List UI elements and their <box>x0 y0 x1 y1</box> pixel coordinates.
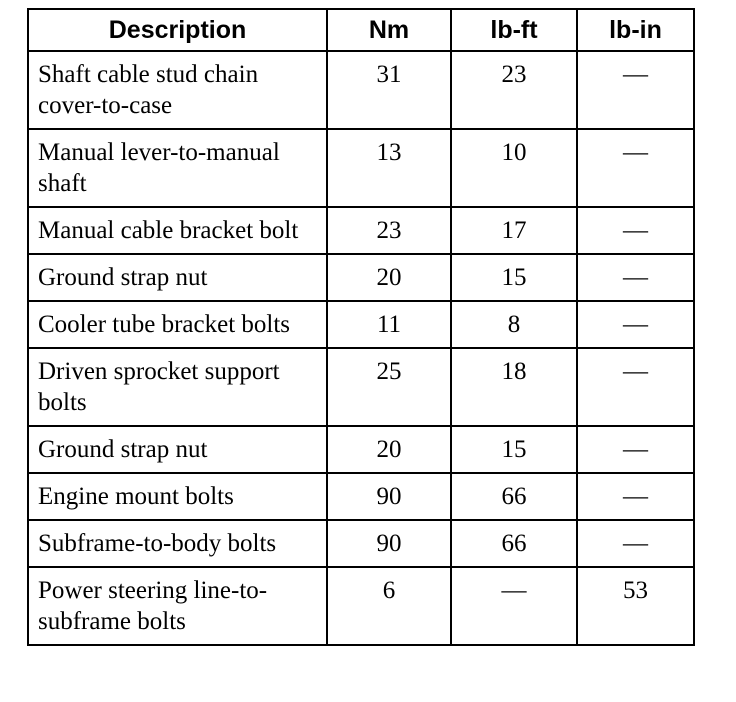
cell-lbin: — <box>577 301 694 348</box>
cell-lbft: 15 <box>451 254 577 301</box>
cell-description: Driven sprocket support bolts <box>28 348 327 426</box>
cell-lbft: 8 <box>451 301 577 348</box>
cell-nm: 25 <box>327 348 451 426</box>
header-nm: Nm <box>327 9 451 51</box>
cell-lbft: 18 <box>451 348 577 426</box>
table-row <box>28 51 694 129</box>
cell-lbin: — <box>577 473 694 520</box>
cell-lbin: — <box>577 51 694 129</box>
cell-description: Engine mount bolts <box>28 473 327 520</box>
cell-lbft: 23 <box>451 51 577 129</box>
cell-lbin: — <box>577 426 694 473</box>
cell-nm: 20 <box>327 254 451 301</box>
cell-lbin: — <box>577 129 694 207</box>
table-row <box>28 301 694 348</box>
cell-description: Ground strap nut <box>28 426 327 473</box>
cell-nm: 6 <box>327 567 451 645</box>
table-row <box>28 520 694 567</box>
header-lbin: lb-in <box>577 9 694 51</box>
header-description: Description <box>28 9 327 51</box>
cell-description: Shaft cable stud chain cover-to-case <box>28 51 327 129</box>
cell-description: Manual cable bracket bolt <box>28 207 327 254</box>
table-row <box>28 348 694 426</box>
table-row <box>28 567 694 645</box>
cell-description: Manual lever-to-manual shaft <box>28 129 327 207</box>
cell-nm: 23 <box>327 207 451 254</box>
table-row <box>28 473 694 520</box>
cell-description: Ground strap nut <box>28 254 327 301</box>
cell-lbin: — <box>577 207 694 254</box>
torque-spec-table <box>27 8 695 646</box>
table-row <box>28 207 694 254</box>
table-row <box>28 129 694 207</box>
cell-lbin: — <box>577 520 694 567</box>
cell-description: Cooler tube bracket bolts <box>28 301 327 348</box>
cell-nm: 90 <box>327 520 451 567</box>
cell-nm: 90 <box>327 473 451 520</box>
cell-lbft: — <box>451 567 577 645</box>
header-row <box>28 9 694 51</box>
cell-nm: 11 <box>327 301 451 348</box>
cell-description: Subframe-to-body bolts <box>28 520 327 567</box>
cell-lbin: — <box>577 348 694 426</box>
cell-lbft: 66 <box>451 473 577 520</box>
cell-lbft: 66 <box>451 520 577 567</box>
table-row <box>28 254 694 301</box>
cell-lbft: 17 <box>451 207 577 254</box>
cell-description: Power steering line-to-subframe bolts <box>28 567 327 645</box>
cell-lbin: 53 <box>577 567 694 645</box>
cell-nm: 20 <box>327 426 451 473</box>
cell-lbin: — <box>577 254 694 301</box>
table-row <box>28 426 694 473</box>
cell-lbft: 10 <box>451 129 577 207</box>
cell-nm: 13 <box>327 129 451 207</box>
cell-nm: 31 <box>327 51 451 129</box>
header-lbft: lb-ft <box>451 9 577 51</box>
cell-lbft: 15 <box>451 426 577 473</box>
